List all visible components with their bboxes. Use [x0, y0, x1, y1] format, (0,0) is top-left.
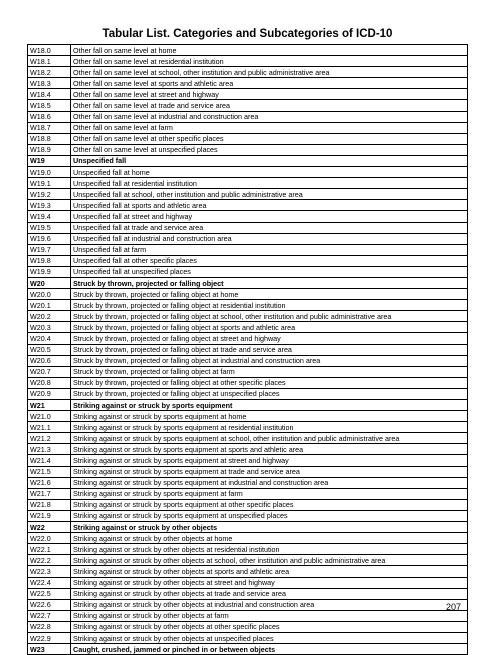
subcategory-row [28, 311, 468, 322]
description-cell: Unspecified fall at other specific places [71, 255, 468, 266]
code-cell: W22.8 [28, 621, 71, 632]
code-cell: W21.6 [28, 477, 71, 488]
description-cell: Striking against or struck by sports equipment at residential institution [71, 422, 468, 433]
subcategory-row [28, 189, 468, 200]
description-cell: Striking against or struck by sports equipment at sports and athletic area [71, 444, 468, 455]
subcategory-row [28, 167, 468, 178]
code-cell: W21.3 [28, 444, 71, 455]
description-cell: Striking against or struck by other objects at other specific places [71, 621, 468, 632]
subcategory-row [28, 599, 468, 610]
subcategory-row [28, 488, 468, 499]
code-cell: W20.2 [28, 311, 71, 322]
description-cell: Striking against or struck by other objects at street and highway [71, 577, 468, 588]
description-cell: Other fall on same level at sports and athletic area [71, 78, 468, 89]
subcategory-row [28, 233, 468, 244]
description-cell: Unspecified fall at industrial and construction area [71, 233, 468, 244]
description-cell: Struck by thrown, projected or falling object at industrial and construction area [71, 355, 468, 366]
code-table-body [28, 45, 468, 655]
page-title: Tabular List. Categories and Subcategories of ICD-10 [102, 28, 393, 40]
description-cell: Other fall on same level at farm [71, 122, 468, 133]
subcategory-row [28, 366, 468, 377]
description-cell: Struck by thrown, projected or falling object at farm [71, 366, 468, 377]
subcategory-row [28, 566, 468, 577]
subcategory-row [28, 411, 468, 422]
description-cell: Unspecified fall at trade and service area [71, 222, 468, 233]
description-cell: Unspecified fall at residential institution [71, 178, 468, 189]
subcategory-row [28, 377, 468, 388]
code-cell: W21.1 [28, 422, 71, 433]
subcategory-row [28, 78, 468, 89]
description-cell: Unspecified fall at unspecified places [71, 266, 468, 277]
code-cell: W22.3 [28, 566, 71, 577]
code-cell: W18.7 [28, 122, 71, 133]
subcategory-row [28, 266, 468, 277]
subcategory-row [28, 300, 468, 311]
description-cell: Other fall on same level at street and highway [71, 89, 468, 100]
code-cell: W21.8 [28, 499, 71, 510]
description-cell: Other fall on same level at residential institution [71, 56, 468, 67]
subcategory-row [28, 422, 468, 433]
subcategory-row [28, 333, 468, 344]
description-cell: Striking against or struck by sports equipment at farm [71, 488, 468, 499]
code-cell: W18.3 [28, 78, 71, 89]
description-cell: Striking against or struck by other objects at school, other institution and public administrative area [71, 555, 468, 566]
description-cell: Striking against or struck by sports equipment at school, other institution and public administrative area [71, 433, 468, 444]
description-cell: Striking against or struck by other objects at farm [71, 610, 468, 621]
code-cell: W22.5 [28, 588, 71, 599]
code-cell: W20.1 [28, 300, 71, 311]
subcategory-row [28, 477, 468, 488]
code-cell: W20.8 [28, 377, 71, 388]
code-cell: W18.2 [28, 67, 71, 78]
code-cell: W19.7 [28, 244, 71, 255]
code-cell: W19.5 [28, 222, 71, 233]
description-cell: Striking against or struck by other objects at home [71, 533, 468, 544]
subcategory-row [28, 388, 468, 399]
description-cell: Struck by thrown, projected or falling object at home [71, 289, 468, 300]
description-cell: Struck by thrown, projected or falling object at school, other institution and public administrative area [71, 311, 468, 322]
subcategory-row [28, 533, 468, 544]
code-cell: W20.5 [28, 344, 71, 355]
code-cell: W22 [28, 522, 71, 533]
description-cell: Other fall on same level at home [71, 45, 468, 56]
code-cell: W22.4 [28, 577, 71, 588]
description-cell: Unspecified fall [71, 155, 468, 166]
code-cell: W21 [28, 400, 71, 411]
subcategory-row [28, 89, 468, 100]
description-cell: Striking against or struck by sports equipment at industrial and construction area [71, 477, 468, 488]
description-cell: Struck by thrown, projected or falling object at street and highway [71, 333, 468, 344]
code-cell: W19.9 [28, 266, 71, 277]
description-cell: Striking against or struck by other objects at industrial and construction area [71, 599, 468, 610]
code-cell: W18.0 [28, 45, 71, 56]
description-cell: Struck by thrown, projected or falling object at trade and service area [71, 344, 468, 355]
subcategory-row [28, 610, 468, 621]
subcategory-row [28, 577, 468, 588]
description-cell: Other fall on same level at other specific places [71, 133, 468, 144]
code-cell: W21.5 [28, 466, 71, 477]
subcategory-row [28, 444, 468, 455]
category-row [28, 644, 468, 655]
subcategory-row [28, 355, 468, 366]
description-cell: Striking against or struck by other objects at residential institution [71, 544, 468, 555]
code-cell: W21.0 [28, 411, 71, 422]
subcategory-row [28, 45, 468, 56]
subcategory-row [28, 466, 468, 477]
code-cell: W19 [28, 155, 71, 166]
category-row [28, 277, 468, 288]
code-cell: W19.8 [28, 255, 71, 266]
description-cell: Striking against or struck by sports equipment at trade and service area [71, 466, 468, 477]
code-cell: W22.7 [28, 610, 71, 621]
code-cell: W18.9 [28, 144, 71, 155]
subcategory-row [28, 588, 468, 599]
code-cell: W19.4 [28, 211, 71, 222]
description-cell: Struck by thrown, projected or falling object at other specific places [71, 377, 468, 388]
subcategory-row [28, 344, 468, 355]
subcategory-row [28, 211, 468, 222]
description-cell: Striking against or struck by sports equipment at other specific places [71, 499, 468, 510]
code-cell: W20.4 [28, 333, 71, 344]
subcategory-row [28, 555, 468, 566]
code-cell: W19.0 [28, 167, 71, 178]
description-cell: Other fall on same level at unspecified places [71, 144, 468, 155]
subcategory-row [28, 200, 468, 211]
code-cell: W22.6 [28, 599, 71, 610]
code-cell: W21.7 [28, 488, 71, 499]
page-number: 207 [445, 602, 461, 612]
subcategory-row [28, 67, 468, 78]
code-cell: W19.6 [28, 233, 71, 244]
description-cell: Striking against or struck by sports equipment at home [71, 411, 468, 422]
description-cell: Unspecified fall at farm [71, 244, 468, 255]
subcategory-row [28, 499, 468, 510]
subcategory-row [28, 255, 468, 266]
description-cell: Unspecified fall at school, other institution and public administrative area [71, 189, 468, 200]
subcategory-row [28, 144, 468, 155]
code-cell: W19.2 [28, 189, 71, 200]
subcategory-row [28, 56, 468, 67]
icd-code-table [27, 44, 468, 655]
description-cell: Other fall on same level at trade and service area [71, 100, 468, 111]
description-cell: Struck by thrown, projected or falling object at unspecified places [71, 388, 468, 399]
code-cell: W20.3 [28, 322, 71, 333]
subcategory-row [28, 133, 468, 144]
code-cell: W20.9 [28, 388, 71, 399]
subcategory-row [28, 289, 468, 300]
code-cell: W20.0 [28, 289, 71, 300]
code-cell: W18.4 [28, 89, 71, 100]
category-row [28, 400, 468, 411]
code-cell: W20 [28, 277, 71, 288]
code-cell: W22.0 [28, 533, 71, 544]
description-cell: Unspecified fall at sports and athletic area [71, 200, 468, 211]
subcategory-row [28, 510, 468, 521]
code-cell: W20.6 [28, 355, 71, 366]
subcategory-row [28, 544, 468, 555]
subcategory-row [28, 433, 468, 444]
subcategory-row [28, 632, 468, 643]
subcategory-row [28, 178, 468, 189]
description-cell: Struck by thrown, projected or falling object [71, 277, 468, 288]
code-cell: W18.5 [28, 100, 71, 111]
subcategory-row [28, 222, 468, 233]
code-cell: W18.1 [28, 56, 71, 67]
subcategory-row [28, 122, 468, 133]
subcategory-row [28, 322, 468, 333]
code-cell: W19.1 [28, 178, 71, 189]
category-row [28, 522, 468, 533]
subcategory-row [28, 621, 468, 632]
subcategory-row [28, 111, 468, 122]
code-cell: W22.1 [28, 544, 71, 555]
description-cell: Struck by thrown, projected or falling object at sports and athletic area [71, 322, 468, 333]
description-cell: Striking against or struck by other objects at trade and service area [71, 588, 468, 599]
code-cell: W20.7 [28, 366, 71, 377]
description-cell: Striking against or struck by sports equipment at unspecified places [71, 510, 468, 521]
description-cell: Striking against or struck by other objects at unspecified places [71, 632, 468, 643]
description-cell: Striking against or struck by sports equipment [71, 400, 468, 411]
code-cell: W22.2 [28, 555, 71, 566]
code-cell: W21.2 [28, 433, 71, 444]
code-cell: W19.3 [28, 200, 71, 211]
description-cell: Striking against or struck by other objects [71, 522, 468, 533]
description-cell: Other fall on same level at industrial and construction area [71, 111, 468, 122]
code-cell: W18.6 [28, 111, 71, 122]
code-cell: W21.4 [28, 455, 71, 466]
code-cell: W23 [28, 644, 71, 655]
description-cell: Caught, crushed, jammed or pinched in or between objects [71, 644, 468, 655]
description-cell: Unspecified fall at home [71, 167, 468, 178]
subcategory-row [28, 100, 468, 111]
description-cell: Struck by thrown, projected or falling object at residential institution [71, 300, 468, 311]
category-row [28, 155, 468, 166]
code-cell: W21.9 [28, 510, 71, 521]
description-cell: Striking against or struck by sports equipment at street and highway [71, 455, 468, 466]
code-cell: W22.9 [28, 632, 71, 643]
code-cell: W18.8 [28, 133, 71, 144]
subcategory-row [28, 244, 468, 255]
description-cell: Unspecified fall at street and highway [71, 211, 468, 222]
description-cell: Other fall on same level at school, other institution and public administrative area [71, 67, 468, 78]
description-cell: Striking against or struck by other objects at sports and athletic area [71, 566, 468, 577]
subcategory-row [28, 455, 468, 466]
